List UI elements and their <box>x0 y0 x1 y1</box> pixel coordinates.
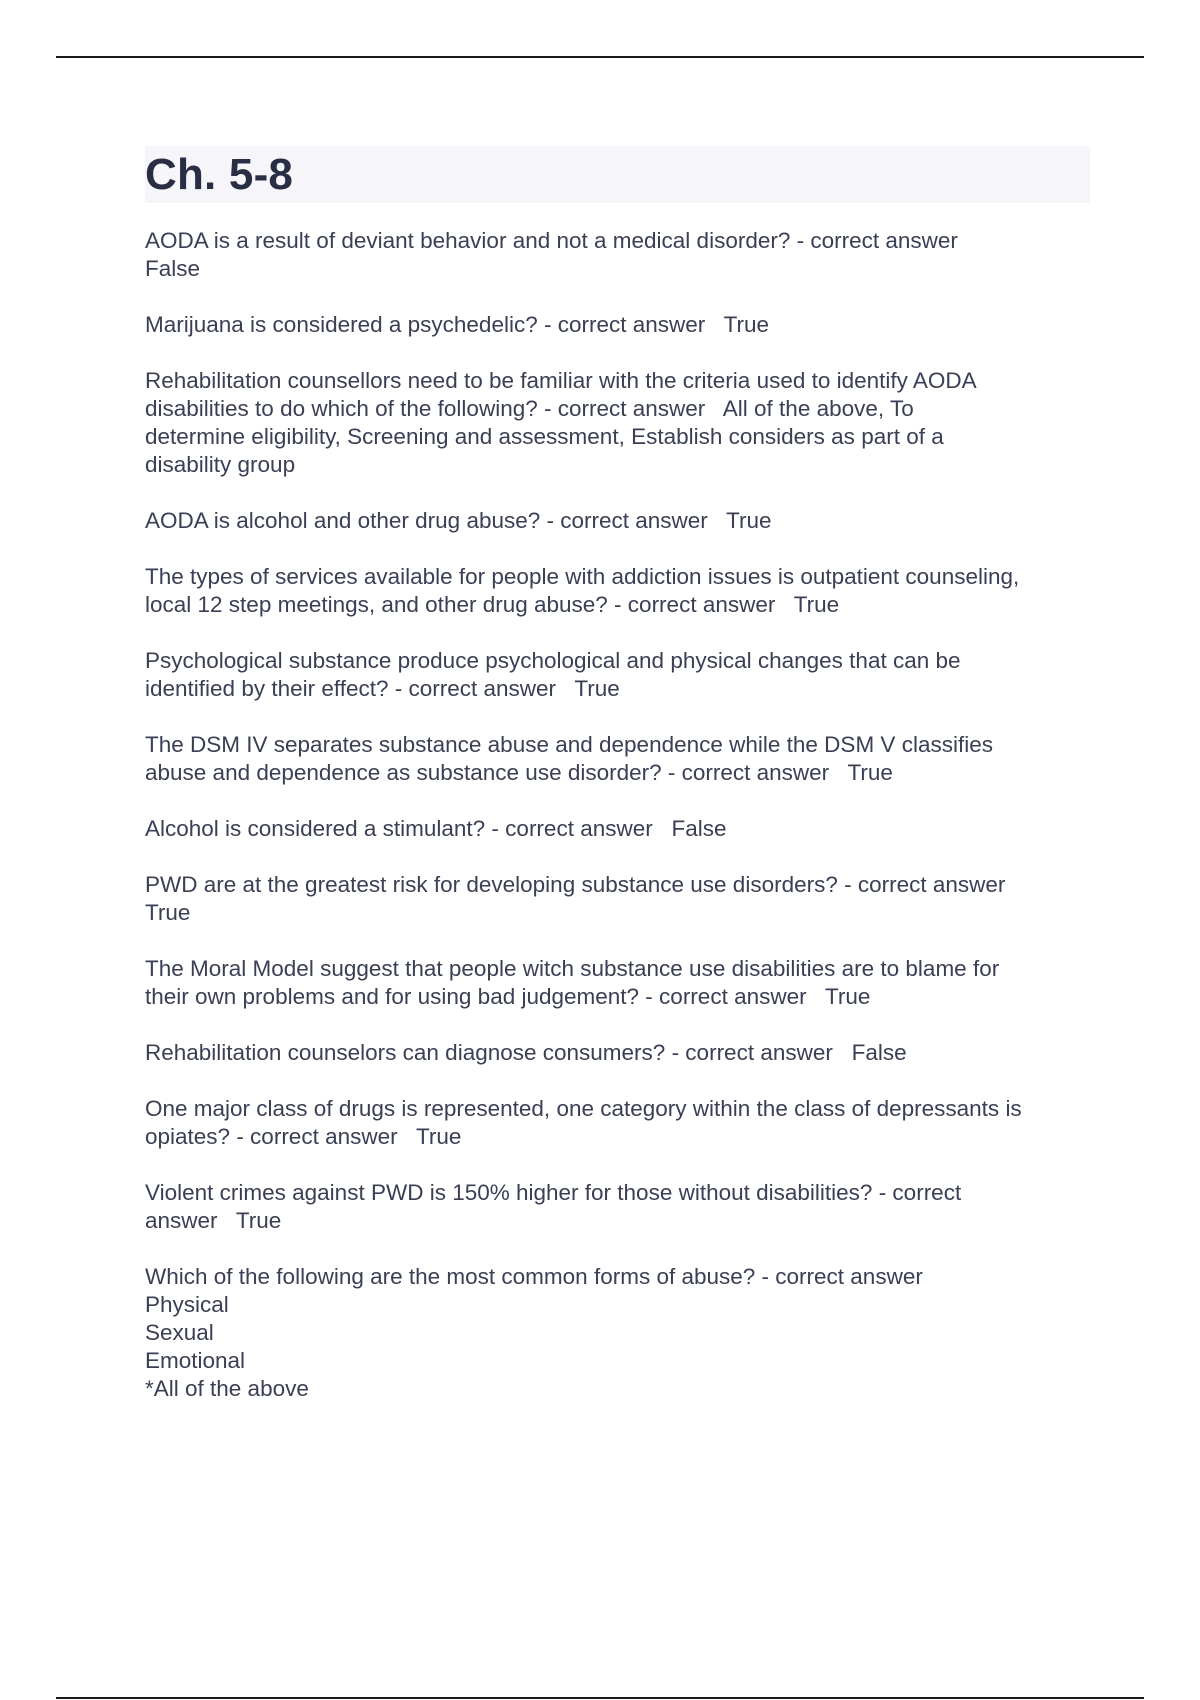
qa-item-2: Marijuana is considered a psychedelic? - correct answer True <box>145 312 770 337</box>
qa-item-3: Rehabilitation counsellors need to be familiar with the criteria used to identify AODA disabilities to do which of the following? - correct answer All of the above, To determine eligibility, Screening and assessment, Establish considers as part of a disability group <box>145 368 977 477</box>
qa-item-14: Which of the following are the most common forms of abuse? - correct answer Physical Sexual Emotional *All of the above <box>145 1264 923 1401</box>
qa-item-4: AODA is alcohol and other drug abuse? - correct answer True <box>145 508 772 533</box>
page-title: Ch. 5-8 <box>145 150 294 199</box>
qa-item-10: The Moral Model suggest that people witch substance use disabilities are to blame for their own problems and for using bad judgement? - correct answer True <box>145 956 1000 1009</box>
document-body <box>145 146 1090 1431</box>
qa-item-9: PWD are at the greatest risk for developing substance use disorders? - correct answer True <box>145 872 1006 925</box>
top-rule <box>56 56 1144 58</box>
qa-item-6: Psychological substance produce psychological and physical changes that can be identified by their effect? - correct answer True <box>145 648 961 701</box>
qa-item-7: The DSM IV separates substance abuse and dependence while the DSM V classifies abuse and dependence as substance use disorder? - correct answer True <box>145 732 993 785</box>
qa-item-13: Violent crimes against PWD is 150% higher for those without disabilities? - correct answer True <box>145 1180 962 1233</box>
qa-item-8: Alcohol is considered a stimulant? - correct answer False <box>145 816 727 841</box>
title-bar <box>145 146 1090 203</box>
qa-item-12: One major class of drugs is represented, one category within the class of depressants is opiates? - correct answer True <box>145 1096 1022 1149</box>
bottom-rule <box>56 1697 1144 1699</box>
qa-item-11: Rehabilitation counselors can diagnose consumers? - correct answer False <box>145 1040 907 1065</box>
qa-item-5: The types of services available for people with addiction issues is outpatient counseling, local 12 step meetings, and other drug abuse? - correct answer True <box>145 564 1020 617</box>
qa-item-1: AODA is a result of deviant behavior and not a medical disorder? - correct answer False <box>145 228 958 281</box>
